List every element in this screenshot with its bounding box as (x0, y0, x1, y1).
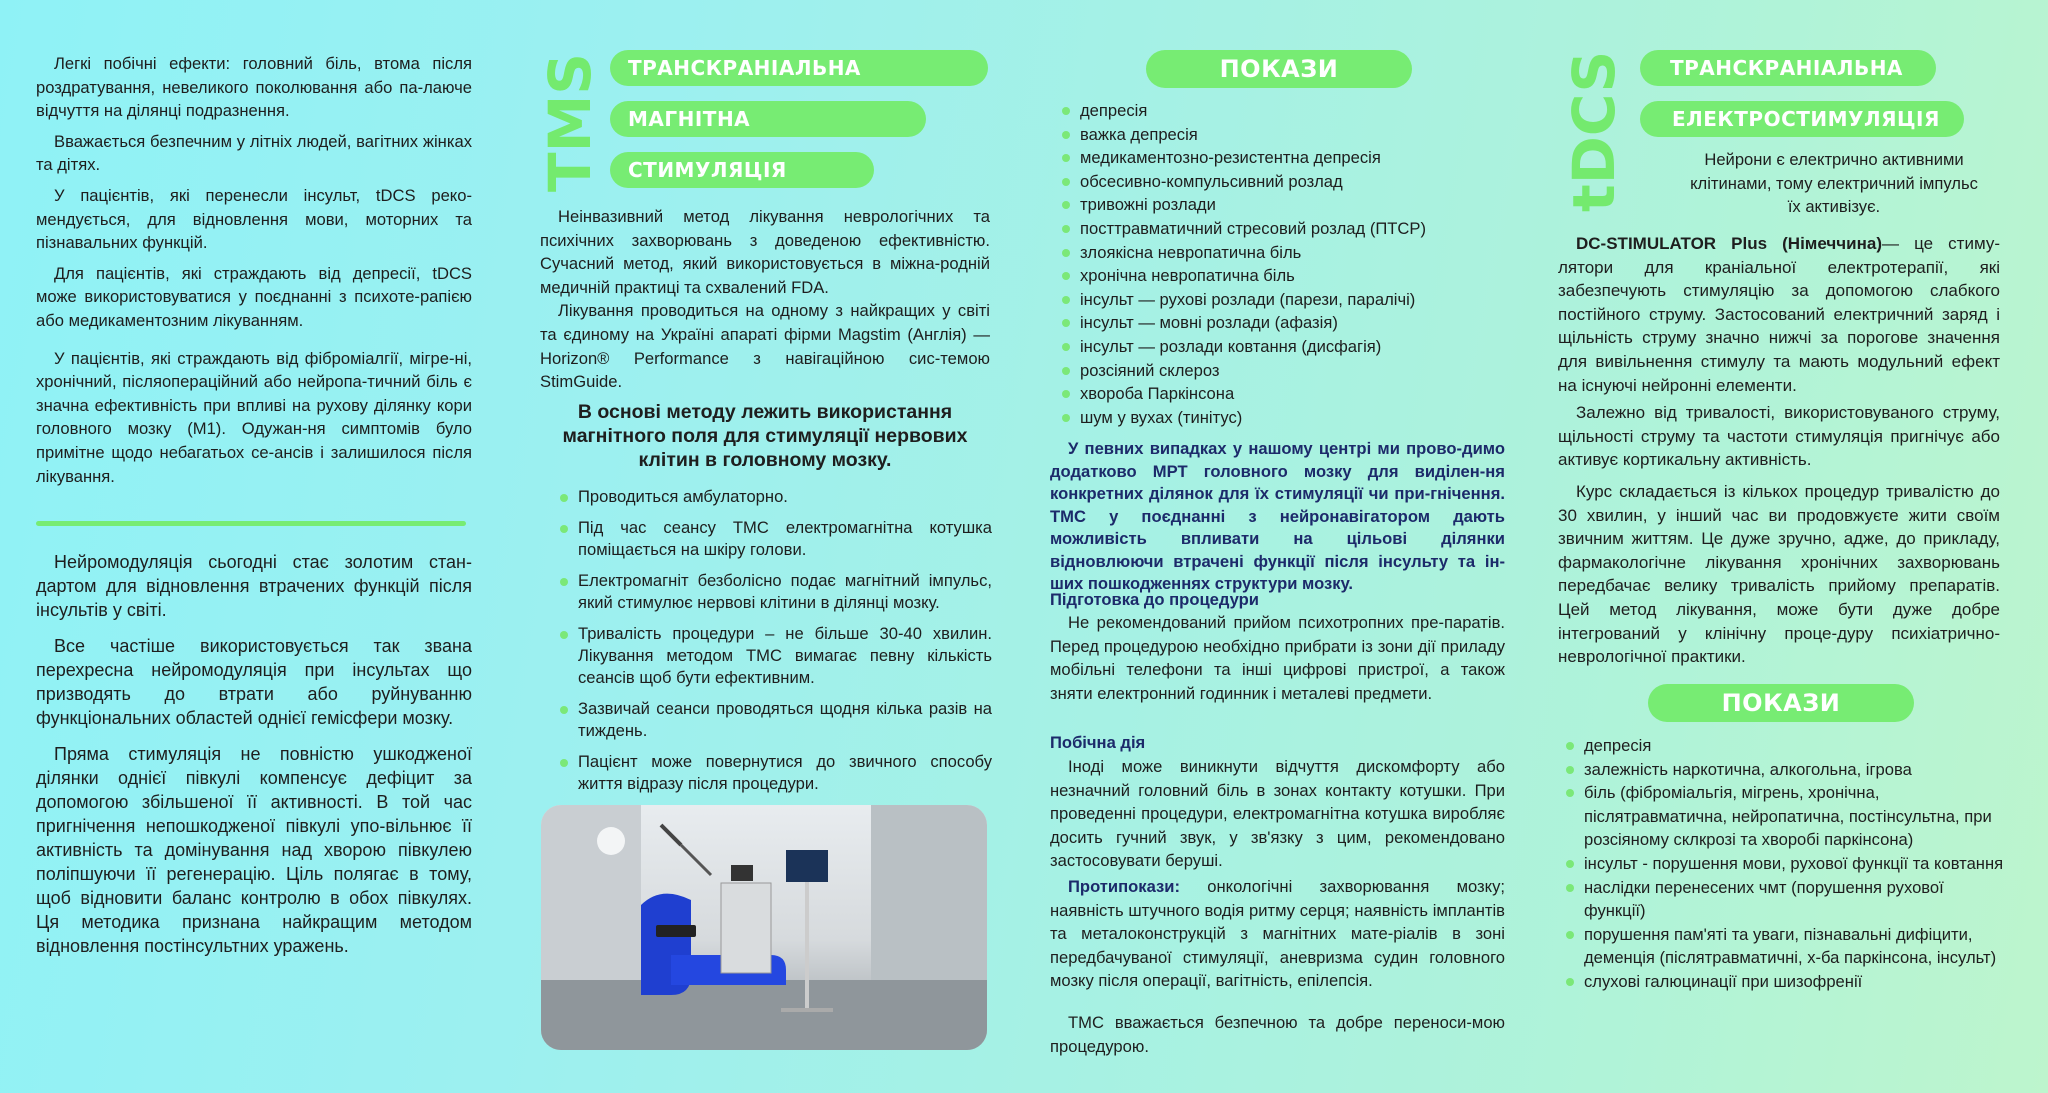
safety-note: ТМС вважається безпечною та добре переноси-мою процедурою. (1050, 1013, 1505, 1056)
list-item: хвороба Паркінсона (1060, 382, 1500, 406)
tms-indications-list (1060, 99, 1500, 429)
paragraph: Легкі побічні ефекти: головний біль, втома після роздратування, невеликого поколювання або па-лаюче відчуття на ділянці подразнення. (36, 54, 472, 121)
prep-title: Підготовка до процедури (1050, 590, 1259, 609)
tdcs-indications-list (1564, 734, 2004, 994)
side-effects-text: Іноді може виникнути відчуття дискомфорту або незначний головний біль в зонах контакту котушки. При проведенні процедури, електромагнітна котушка виробляє досить гучний звук, у зв'язку з цим, рекомендовано застосовувати беруші. (1050, 757, 1505, 871)
paragraph: Все частіше використовується так звана перехресна нейромодуляція при інсультах що призводять до втрати або руйнуванню функціональних областей однієї гемісфери мозку. (36, 636, 472, 728)
tms-vertical-title: TMS (536, 52, 604, 192)
photo-illustration (541, 805, 987, 1050)
contraindications-text: онкологічні захворювання мозку; наявність штучного водія ритму серця; наявність імплантів та металоконструкцій з магнітних мате-ріалів в зоні передбачуваної стимуляції, аневризма судин головного мозку після операції, вагітність, епілепсія. (1050, 877, 1505, 991)
list-item: депресія (1564, 734, 2004, 758)
column-4 (1558, 0, 2008, 1093)
list-item: інсульт — розлади ковтання (дисфагія) (1060, 335, 1500, 359)
indications-pill: ПОКАЗИ (1648, 684, 1914, 722)
tdcs-vertical-title: tDCS (1560, 50, 1628, 212)
paragraph: У пацієнтів, які страждають від фіброміалгії, мігре-ні, хронічний, післяопераційний або нейропа-тичний біль є значна ефективність при впливі на рухову ділянку кори головного мозку (М1). Одужан-ня симптомів було примітне щодо небагатьох се-ансів і залишилося після лікування. (36, 348, 472, 486)
list-item: слухові галюцинації при шизофренії (1564, 970, 2004, 994)
paragraph: Нейромодуляція сьогодні стає золотим стан-дартом для відновлення втрачених функцій після інсультів у світі. (36, 552, 472, 620)
list-item: інсульт - порушення мови, рухової функції та ковтання (1564, 852, 2004, 876)
title-pill-1: ТРАНСКРАНІАЛЬНА (1640, 50, 1936, 86)
col1-top-text (36, 52, 472, 488)
device-name: DC-STIMULATOR Plus (Німеччина) (1576, 234, 1882, 253)
list-item: Зазвичай сеанси проводяться щодня кілька разів на тиждень. (558, 698, 992, 742)
title-pill-2: МАГНІТНА (610, 101, 926, 137)
device-description: — це стиму-лятори для краніальної електротерапії, які забезпечують стимуляцію за допомогою слабкого постійного струму. Застосований електричний заряд і щільність струму значно нижчі за порогове значення для вивільнення стимулу та мають модульний ефект на існуючі нейронні елементи. (1558, 234, 2000, 395)
method-heading: В основі методу лежить використання магнітного поля для стимуляції нервових клітин в головному мозку. (562, 401, 968, 471)
list-item: шум у вухах (тинітус) (1060, 406, 1500, 430)
list-item: важка депресія (1060, 123, 1500, 147)
list-item: медикаментозно-резистентна депресія (1060, 146, 1500, 170)
list-item: хронічна невропатична біль (1060, 264, 1500, 288)
title-pill-3: СТИМУЛЯЦІЯ (610, 152, 874, 188)
paragraph: Пряма стимуляція не повністю ушкодженої ділянки однієї півкулі компенсує дефіцит за допомогою збільшеної її активності. В той час пригнічення непошкодженої півкулі упо-вільнює її активність та домінування над хворою півкулею поліпшуючи її регенерацію. Ціль полягає в тому, щоб відновити баланс контролю в обох півкулях. Ця методика признана найкращим методом відновлення постінсультних уражень. (36, 744, 472, 956)
title-pill-2: ЕЛЕКТРОСТИМУЛЯЦІЯ (1640, 101, 1964, 137)
list-item: наслідки перенесених чмт (порушення рухової функції) (1564, 876, 2004, 923)
list-item: Електромагніт безболісно подає магнітний імпульс, який стимулює нервові клітини в ділянці мозку. (558, 570, 992, 614)
contraindications (1050, 875, 1505, 993)
paragraph: Вважається безпечним у літніх людей, вагітних жінках та дітях. (36, 131, 472, 175)
contraindications-title: Протипокази: (1068, 877, 1180, 896)
column-1 (36, 0, 472, 1093)
paragraph: Для пацієнтів, які страждають від депресії, tDCS може використовуватися у поєднанні з психоте-рапією або медикаментозним лікуванням. (36, 263, 472, 330)
paragraph: Лікування проводиться на одному з найкращих у світі та єдиному на Україні апараті фірми Magstim (Англія) — Horizon® Performance з навігаційною сис-темою StimGuide. (540, 301, 990, 392)
paragraph: Залежно від тривалості, використовуваного струму, щільності струму та частоти стимуляція пригнічує або активує кортикальну активність. (1558, 403, 2000, 470)
list-item: порушення пам'яті та уваги, пізнавальні дифіцити, деменція (післятравматичні, х-ба паркінсона, інсульт) (1564, 923, 2004, 970)
column-2 (536, 0, 992, 1093)
tms-bullet-list (558, 486, 992, 795)
list-item: тривожні розлади (1060, 193, 1500, 217)
tms-room-photo (541, 805, 987, 1050)
side-effects-title: Побічна дія (1050, 733, 1146, 752)
prep-text: Не рекомендований прийом психотропних пре-паратів. Перед процедурою необхідно прибрати із зони дії приладу мобільні телефони та інші цифрові пристрої, а також зняти електронний годинник і металеві предмети. (1050, 613, 1505, 703)
indications-pill: ПОКАЗИ (1146, 50, 1412, 88)
mri-note: У певних випадках у нашому центрі ми прово-димо додатково МРТ головного мозку для виділен-ня конкретних ділянок для їх стимуляції чи при-гнічення. ТМС у поєднанні з нейронавігатором дають можливість впливати на цільові ділянки відновлюючи втрачені функції після інсульту та ін-ших пошкодженнях структури мозку. (1050, 439, 1505, 593)
list-item: біль (фіброміальгія, мігрень, хронічна, післятравматична, нейропатична, постінсультна, при розсіяному склкрозі та хворобі паркінсона) (1564, 781, 2004, 852)
list-item: інсульт — рухові розлади (парези, паралічі) (1060, 288, 1500, 312)
list-item: Пацієнт може повернутися до звичного способу життя відразу після процедури. (558, 751, 992, 795)
list-item: посттравматичний стресовий розлад (ПТСР) (1060, 217, 1500, 241)
column-3 (1050, 0, 1505, 1093)
paragraph: Курс складається із кількох процедур тривалістю до 30 хвилин, у інший час ви продовжуєте жити своїм звичним життям. Це дуже зручно, адже, до прикладу, фармакологічне лікування хронічних захворювань передбачає велику тривалість прийому препаратів. Цей метод лікування, може бути дуже добре інтегрований у клінічну проце-дуру психіатрично-неврологічної практики. (1558, 482, 2000, 667)
divider-line (36, 521, 466, 526)
list-item: Тривалість процедури – не більше 30-40 хвилин. Лікування методом ТМС вимагає певну кількість сеансів щоб бути ефективним. (558, 623, 992, 689)
device-text (1558, 232, 2000, 397)
list-item: депресія (1060, 99, 1500, 123)
list-item: злоякісна невропатична біль (1060, 241, 1500, 265)
list-item: Під час сеансу ТМС електромагнітна котушка поміщається на шкіру голови. (558, 517, 992, 561)
title-pill-1: ТРАНСКРАНІАЛЬНА (610, 50, 988, 86)
paragraph: Неінвазивний метод лікування неврологічних та психічних захворювань з доведеною ефективністю. Сучасний метод, який використовується в міжна-родній медичній практиці та схвалений FDA. (540, 207, 990, 297)
list-item: розсіяний склероз (1060, 359, 1500, 383)
list-item: Проводиться амбулаторно. (558, 486, 992, 508)
list-item: обсесивно-компульсивний розлад (1060, 170, 1500, 194)
col1-bottom-text (36, 550, 472, 958)
paragraph: У пацієнтів, які перенесли інсульт, tDCS реко-мендується, для відновлення мови, моторних та пізнавальних функцій. (36, 185, 472, 253)
list-item: інсульт — мовні розлади (афазія) (1060, 311, 1500, 335)
list-item: залежність наркотична, алкогольна, ігрова (1564, 758, 2004, 782)
intro-text: Нейрони є електрично активними клітинами, тому електричний імпульс їх активізує. (1690, 150, 1978, 217)
